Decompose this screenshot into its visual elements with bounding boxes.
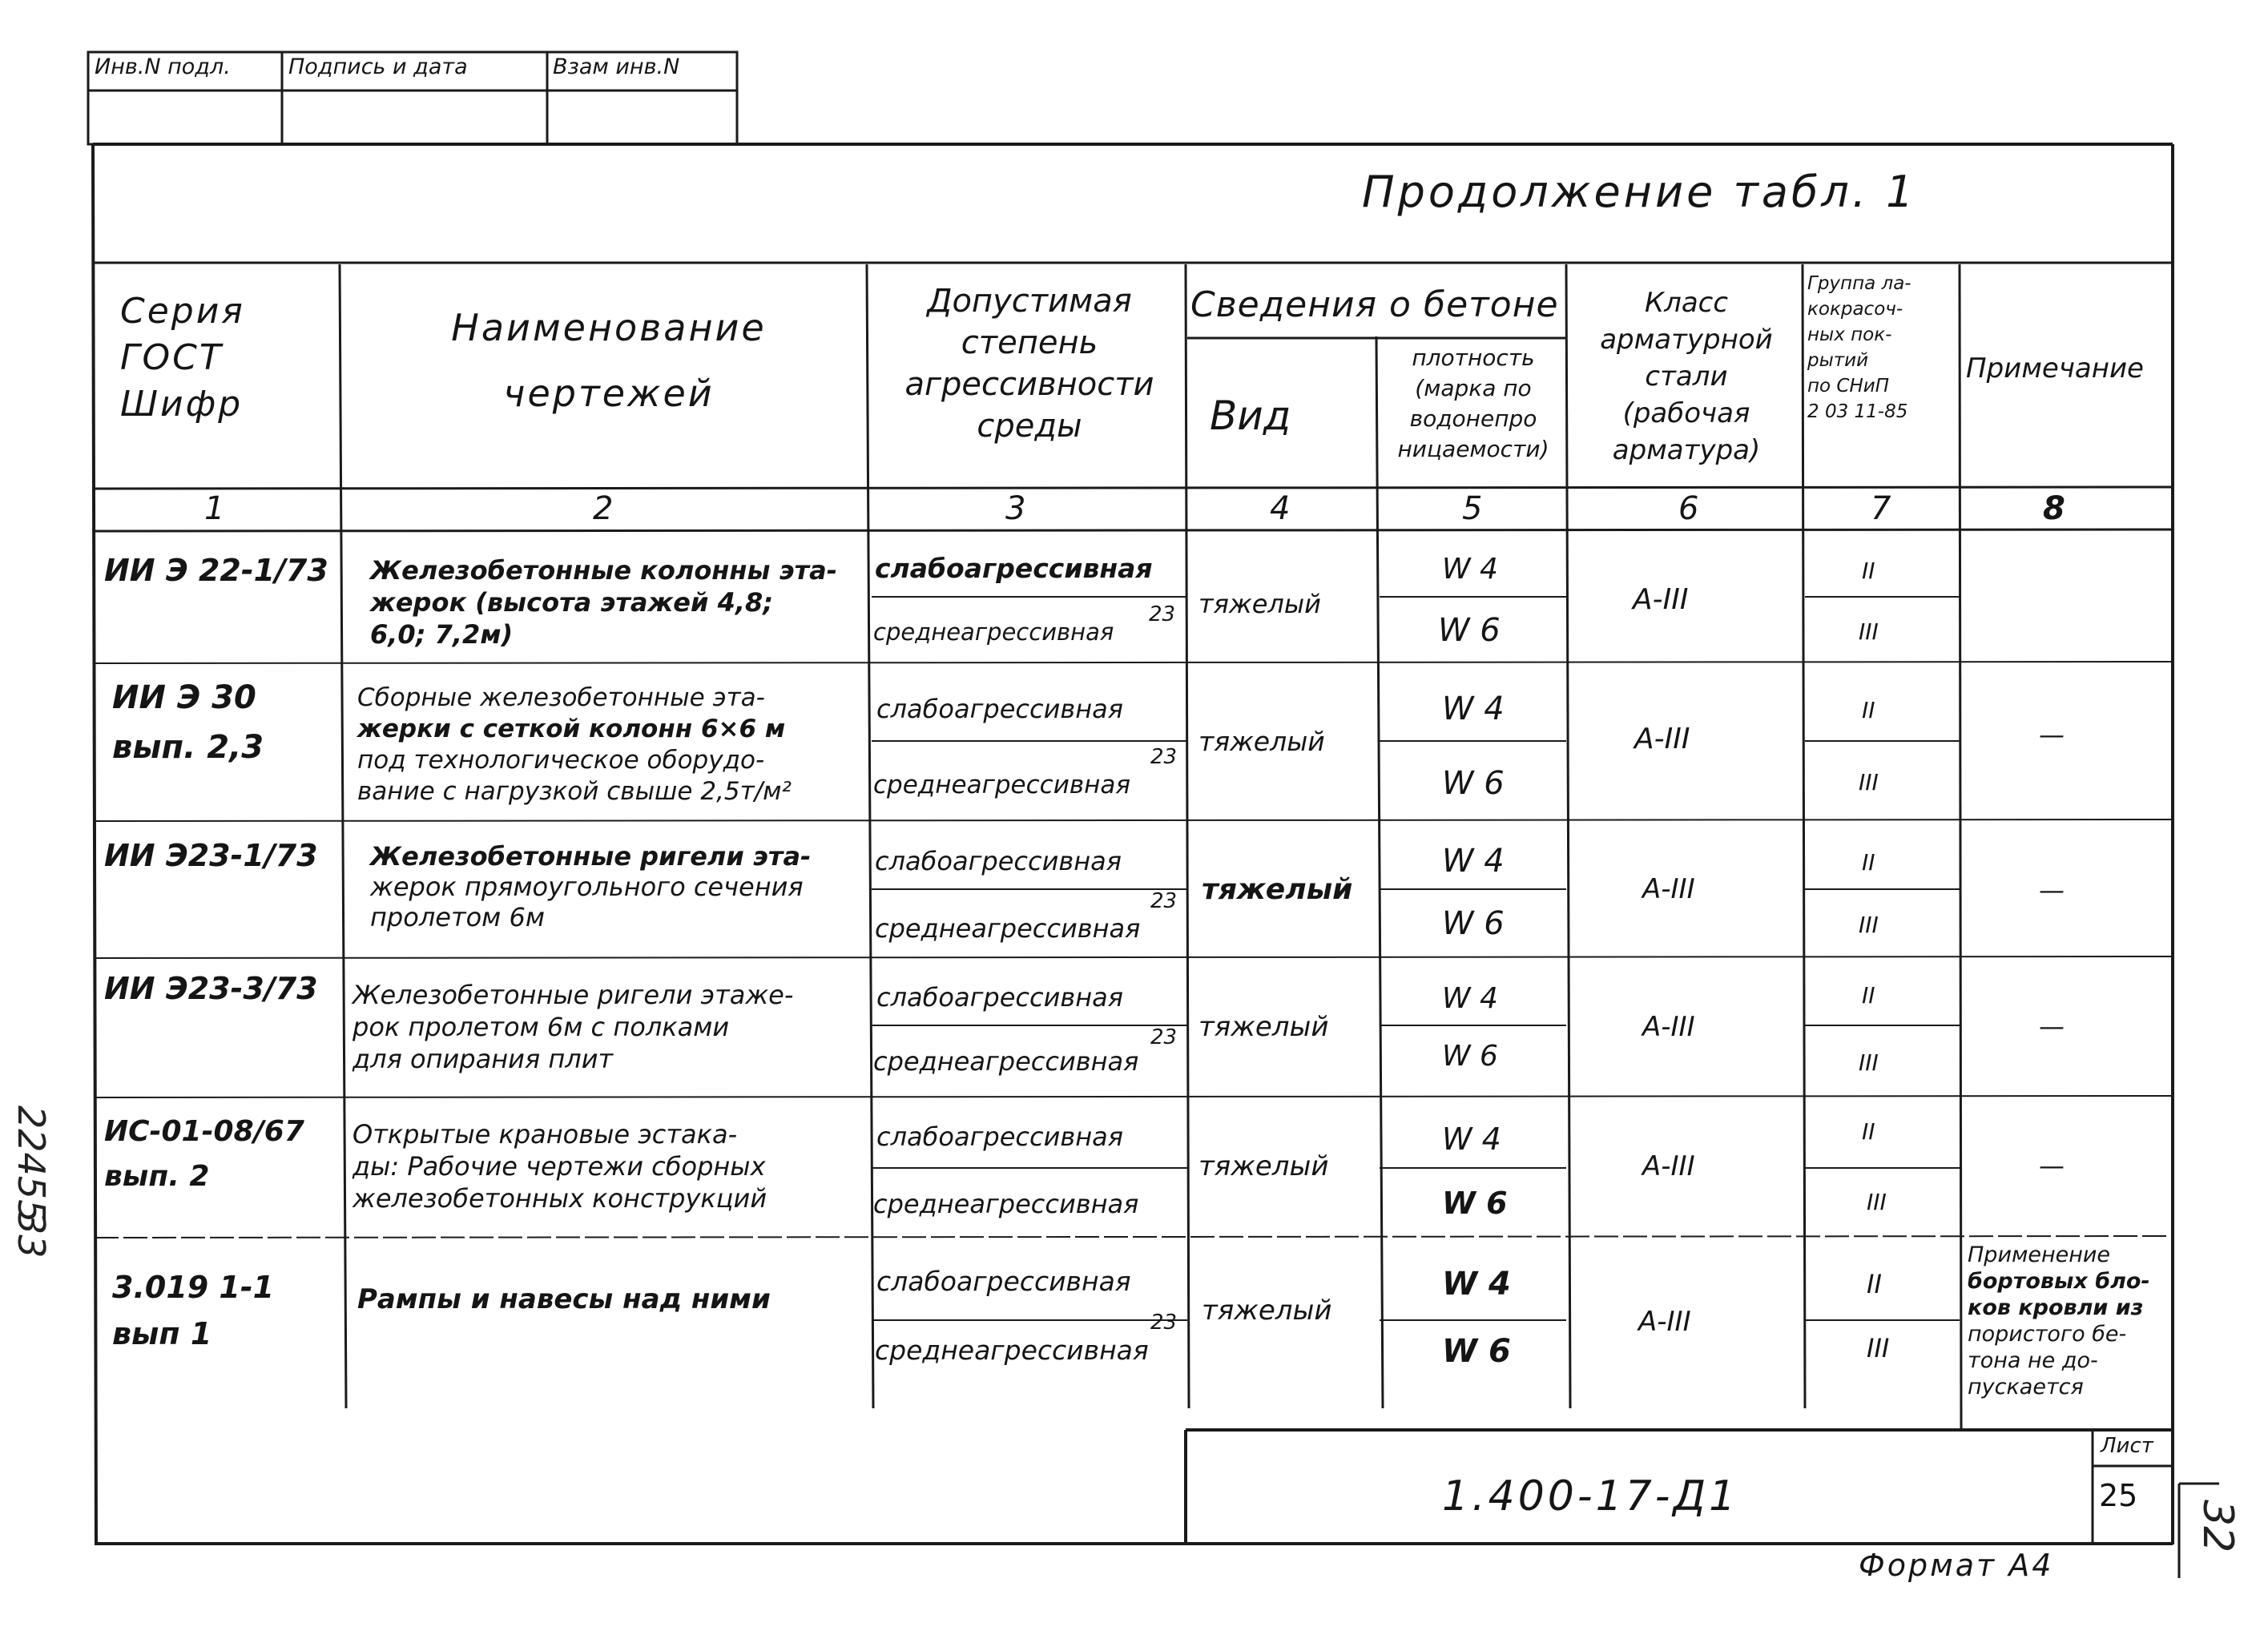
row-steel-class: А-III bbox=[1634, 723, 1690, 755]
row-density-w6: W 6 bbox=[1442, 765, 1505, 802]
row-density-w6: W 6 bbox=[1438, 612, 1501, 649]
row-env-medium: среднеагрессивная bbox=[873, 1189, 1139, 1219]
row-coating-2: III bbox=[1859, 912, 1879, 938]
row-env-weak: слабоагрессивная bbox=[876, 1266, 1131, 1297]
col-number: 1 bbox=[204, 490, 225, 527]
document-code: 1.400-17-Д1 bbox=[1442, 1472, 1739, 1520]
row-env-weak: слабоагрессивная bbox=[875, 846, 1122, 876]
header-kind: Вид bbox=[1210, 393, 1291, 439]
row-steel-class: А-III bbox=[1642, 873, 1695, 905]
row-density-w6: W 6 bbox=[1442, 905, 1505, 942]
row-density-w6: W 6 bbox=[1442, 1333, 1511, 1370]
row-coating-1: II bbox=[1862, 1118, 1875, 1145]
row-density-w4: W 4 bbox=[1442, 982, 1498, 1015]
stamp-signature-label: Подпись и дата bbox=[288, 54, 468, 79]
row-steel-class: А-III bbox=[1638, 1306, 1691, 1338]
col-number: 8 bbox=[2043, 490, 2065, 527]
archive-number: 22455 bbox=[10, 1105, 53, 1223]
row-superscript: 23 bbox=[1150, 745, 1178, 769]
row-superscript: 23 bbox=[1150, 889, 1178, 913]
row-kind: тяжелый bbox=[1202, 1295, 1332, 1327]
row-coating-1: II bbox=[1867, 1269, 1882, 1299]
row-coating-2: III bbox=[1859, 769, 1879, 795]
row-coating-2: III bbox=[1859, 618, 1879, 645]
page-title: Продолжение табл. 1 bbox=[1362, 167, 1917, 217]
header-coating-group: Группа ла- кокрасоч- ных пок- рытий по СНиП 2 03 11-85 bbox=[1807, 273, 1911, 422]
row-kind: тяжелый bbox=[1198, 1011, 1329, 1043]
row-density-w4: W 4 bbox=[1442, 553, 1498, 586]
header-aggressiveness: Допустимая степень агрессивности среды bbox=[904, 283, 1154, 445]
row-env-medium: среднеагрессивная bbox=[873, 771, 1131, 799]
row-coating-2: III bbox=[1867, 1189, 1887, 1215]
row-env-medium: среднеагрессивная bbox=[875, 1335, 1149, 1366]
row-note: — bbox=[2039, 875, 2065, 905]
sheet-number: 25 bbox=[2099, 1478, 2138, 1513]
row-env-medium: среднеагрессивная bbox=[875, 913, 1141, 944]
row-env-weak: слабоагрессивная bbox=[876, 1122, 1124, 1152]
header-concrete-info: Сведения о бетоне bbox=[1190, 284, 1559, 325]
row-env-weak: слабоагрессивная bbox=[876, 982, 1124, 1013]
row-superscript: 23 bbox=[1150, 1025, 1178, 1049]
header-series: Серия ГОСТ Шифр bbox=[120, 291, 245, 425]
paper-format: Формат А4 bbox=[1859, 1548, 2054, 1583]
header-name: Наименование чертежей bbox=[451, 306, 767, 415]
row-coating-2: III bbox=[1859, 1049, 1879, 1076]
row-drawing-name: Железобетонные ригели эта- жерок прямоугольного сечения пролетом 6м bbox=[370, 841, 812, 932]
row-kind: тяжелый bbox=[1198, 589, 1321, 619]
row-note: — bbox=[2039, 1150, 2065, 1181]
row-drawing-name: Железобетонные колонны эта- жерок (высота этажей 4,8; 6,0; 7,2м) bbox=[370, 555, 837, 650]
row-coating-1: II bbox=[1862, 697, 1875, 723]
row-series: ИС-01-08/67 вып. 2 bbox=[104, 1115, 304, 1193]
row-drawing-name: Железобетонные ригели этаже- рок пролетом 6м с полками для опирания плит bbox=[352, 980, 794, 1074]
row-superscript: 23 bbox=[1150, 1311, 1178, 1335]
row-density-w4: W 4 bbox=[1442, 691, 1505, 727]
stamp-inv-label: Инв.N подл. bbox=[95, 54, 231, 79]
col-number: 3 bbox=[1005, 490, 1026, 527]
col-number: 4 bbox=[1270, 490, 1291, 527]
col-number: 6 bbox=[1678, 490, 1699, 527]
row-note: — bbox=[2039, 1011, 2065, 1041]
sheet-label: Лист bbox=[2101, 1434, 2153, 1458]
header-steel-class: Класс арматурной стали (рабочая арматура) bbox=[1600, 287, 1773, 466]
header-note: Примечание bbox=[1966, 352, 2144, 385]
row-note: Применение бортовых бло- ков кровли из пористого бе- тона не до- пускается bbox=[1968, 1242, 2150, 1399]
row-drawing-name: Открытые крановые эстака- ды: Рабочие чертежи сборных железобетонных конструкций bbox=[352, 1119, 767, 1214]
row-series: ИИ Э 22-1/73 bbox=[104, 553, 328, 588]
row-series: ИИ Э 30 вып. 2,3 bbox=[112, 679, 264, 766]
stamp-replace-label: Взам инв.N bbox=[553, 54, 680, 79]
row-kind: тяжелый bbox=[1198, 726, 1325, 757]
row-density-w4: W 4 bbox=[1442, 843, 1505, 880]
row-kind: тяжелый bbox=[1198, 1150, 1329, 1182]
row-drawing-name: Рампы и навесы над ними bbox=[357, 1283, 771, 1315]
row-steel-class: А-III bbox=[1642, 1011, 1695, 1043]
row-series: ИИ Э23-3/73 bbox=[104, 971, 318, 1006]
row-note: — bbox=[2039, 719, 2065, 750]
row-coating-1: II bbox=[1862, 982, 1875, 1009]
header-density: плотность (марка по водонепро ницаемости) bbox=[1397, 344, 1549, 462]
row-env-weak: слабоагрессивная bbox=[876, 694, 1124, 724]
col-number: 5 bbox=[1462, 490, 1483, 527]
row-series: 3.019 1-1 вып 1 bbox=[112, 1270, 275, 1351]
row-coating-1: II bbox=[1862, 558, 1875, 584]
col-number: 7 bbox=[1871, 490, 1891, 527]
row-series: ИИ Э23-1/73 bbox=[104, 838, 318, 873]
row-superscript: 23 bbox=[1149, 602, 1176, 626]
col-number: 2 bbox=[593, 490, 614, 527]
row-density-w4: W 4 bbox=[1442, 1122, 1501, 1157]
row-density-w6: W 6 bbox=[1442, 1040, 1498, 1073]
row-drawing-name: Сборные железобетонные эта- жерки с сеткой колонн 6×6 м под технологическое оборудо- вание с нагрузкой свыше 2,5т/м² bbox=[357, 683, 792, 806]
row-env-medium: среднеагрессивная bbox=[873, 618, 1114, 646]
row-density-w6: W 6 bbox=[1442, 1186, 1508, 1221]
row-kind: тяжелый bbox=[1202, 873, 1353, 906]
row-env-weak: слабоагрессивная bbox=[875, 553, 1153, 584]
right-page-number: 32 bbox=[2193, 1500, 2242, 1553]
row-env-medium: среднеагрессивная bbox=[873, 1046, 1139, 1077]
row-coating-1: II bbox=[1862, 849, 1875, 876]
row-steel-class: А-III bbox=[1633, 583, 1689, 616]
row-density-w4: W 4 bbox=[1442, 1266, 1511, 1303]
row-coating-2: III bbox=[1867, 1333, 1890, 1363]
left-page-number: 33 bbox=[10, 1211, 53, 1258]
row-steel-class: А-III bbox=[1642, 1150, 1695, 1182]
